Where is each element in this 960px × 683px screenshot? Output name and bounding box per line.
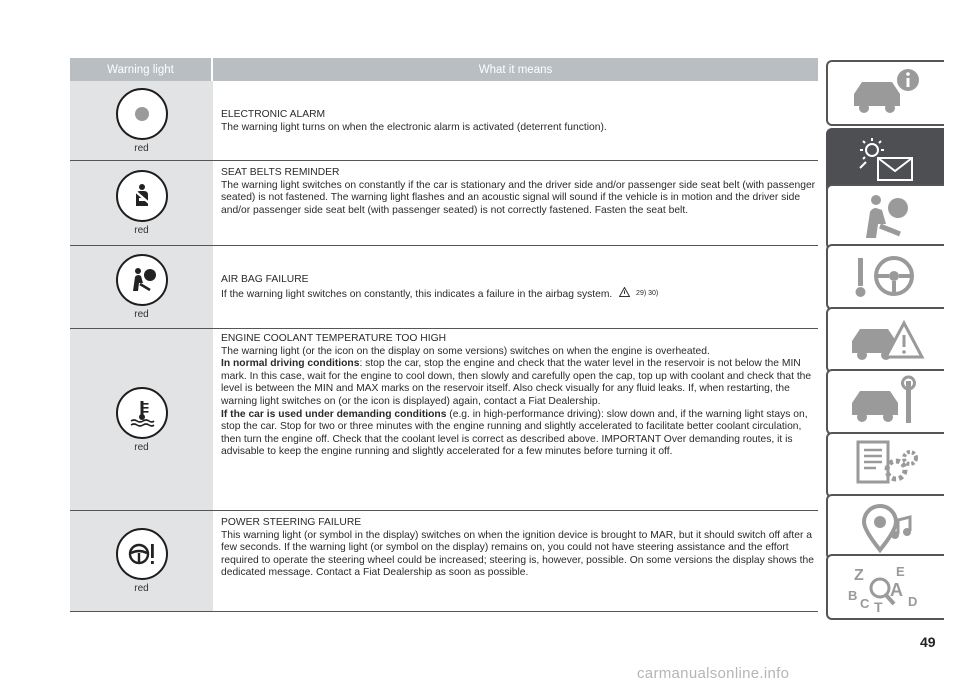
warning-triangle-icon bbox=[619, 287, 630, 302]
car-emergency-icon bbox=[846, 313, 926, 367]
icon-cell bbox=[70, 511, 213, 611]
table-row bbox=[70, 329, 818, 511]
table-row bbox=[70, 161, 818, 246]
color-label: red bbox=[134, 583, 149, 594]
table-row bbox=[70, 81, 818, 161]
svg-text:D: D bbox=[908, 594, 918, 609]
electronic-alarm-icon bbox=[116, 88, 168, 140]
safety-seat-airbag-icon bbox=[846, 190, 926, 244]
color-label: red bbox=[134, 309, 149, 320]
multimedia-icon bbox=[846, 500, 926, 554]
bold-heading-demanding: If the car is used under demanding conditions bbox=[221, 408, 447, 420]
index-icon bbox=[846, 560, 926, 614]
svg-text:T: T bbox=[874, 599, 883, 614]
row-title: ELECTRONIC ALARM bbox=[221, 109, 326, 120]
description bbox=[213, 81, 818, 160]
tab-multimedia[interactable] bbox=[826, 494, 944, 560]
color-label: red bbox=[134, 225, 149, 236]
bold-heading-normal: In normal driving conditions bbox=[221, 358, 360, 370]
tab-car-info[interactable] bbox=[826, 60, 944, 126]
description bbox=[213, 246, 818, 328]
car-info-icon bbox=[846, 66, 926, 120]
row-title: POWER STEERING FAILURE bbox=[221, 517, 362, 528]
seat-belt-icon bbox=[116, 170, 168, 222]
page-number: 49 bbox=[920, 634, 936, 650]
warning-light-message-icon bbox=[846, 134, 926, 188]
row-text-demanding: (e.g. in high-performance driving): slow down and, if the warning light stays on, stop the car. Stop for two or three minutes with the engine running and slightly accelerated to facilitate better coolant circulation, then turn the engine off. Check that the coolant level is correct as described above. IMPORTANT Over demanding routes, it is advisable to keep the engine running and slightly accelerated for a few minutes before turning it off. bbox=[221, 408, 808, 458]
svg-text:E: E bbox=[896, 564, 905, 579]
svg-text:A: A bbox=[890, 580, 903, 600]
svg-text:B: B bbox=[848, 588, 858, 603]
tab-emergency[interactable] bbox=[826, 307, 944, 373]
color-label: red bbox=[134, 142, 149, 154]
tab-maintenance[interactable] bbox=[826, 369, 944, 435]
air-bag-icon bbox=[116, 254, 168, 306]
row-text: The warning light turns on when the electronic alarm is activated (deterrent function). bbox=[221, 121, 607, 133]
icon-cell bbox=[70, 81, 213, 160]
warning-lights-table bbox=[70, 58, 818, 612]
row-text: The warning light switches on constantly if the car is stationary and the driver side and/or passenger side seat belt (with passenger seated) is not fastened. The warning light flashes and an acoustic signal will sound if the vehicle is in motion and the driver side and/or passenger side seat belt (with passenger seated) is not correctly fastened. Fasten the seat belt. bbox=[221, 179, 816, 216]
svg-text:C: C bbox=[860, 596, 870, 611]
description bbox=[213, 329, 818, 510]
header-what-it-means: What it means bbox=[478, 63, 553, 76]
tab-technical-data[interactable] bbox=[826, 432, 944, 498]
icon-cell bbox=[70, 161, 213, 245]
row-text-normal: : stop the car, stop the engine and check that the water level in the reservoir is not below the MIN mark. In this case, wait for the engine to cool down, then slowly and carefully open the cap, top up with coolant and check that the level is between the MIN and MAX marks on the reservoir itself. Also check visually for any fluid leaks. If, when restarting, the warning light switches on (or the icon is displayed) again, contact a Fiat Dealership. bbox=[221, 358, 812, 407]
table-row bbox=[70, 511, 818, 612]
tab-index[interactable] bbox=[826, 554, 944, 620]
icon-cell bbox=[70, 329, 213, 510]
header-warning-light: Warning light bbox=[70, 58, 213, 81]
description bbox=[213, 511, 818, 611]
row-text: This warning light (or symbol in the display) switches on when the ignition device is brought to MAR, but it should switch off after a few seconds. If the warning light (or symbol on the display) remains on, you could not have steering assistance and the effort required to operate the steering wheel could be increased; steering is, however, possible. On some versions the display shows the dedicated message. Contact a Fiat Dealership as soon as possible. bbox=[221, 529, 814, 579]
tab-starting-driving[interactable] bbox=[826, 244, 944, 310]
description bbox=[213, 161, 818, 245]
steering-key-icon bbox=[846, 250, 926, 304]
note-references: 29) 30) bbox=[636, 289, 659, 297]
tab-safety[interactable] bbox=[826, 184, 944, 250]
table-header bbox=[70, 58, 818, 81]
row-text: The warning light (or the icon on the display on some versions) switches on when the engine is overheated. bbox=[221, 345, 710, 357]
engine-coolant-icon bbox=[116, 387, 168, 439]
row-title: ENGINE COOLANT TEMPERATURE TOO HIGH bbox=[221, 333, 447, 344]
watermark: carmanualsonline.info bbox=[637, 665, 790, 682]
svg-text:Z: Z bbox=[854, 567, 864, 584]
technical-data-icon bbox=[846, 438, 926, 492]
row-title: SEAT BELTS REMINDER bbox=[221, 167, 340, 178]
color-label: red bbox=[134, 441, 149, 453]
icon-cell bbox=[70, 246, 213, 328]
car-maintenance-icon bbox=[846, 375, 926, 429]
row-text: If the warning light switches on constantly, this indicates a failure in the airbag system. bbox=[221, 288, 613, 300]
row-title: AIR BAG FAILURE bbox=[221, 274, 309, 285]
power-steering-icon bbox=[116, 528, 168, 580]
table-row bbox=[70, 246, 818, 329]
